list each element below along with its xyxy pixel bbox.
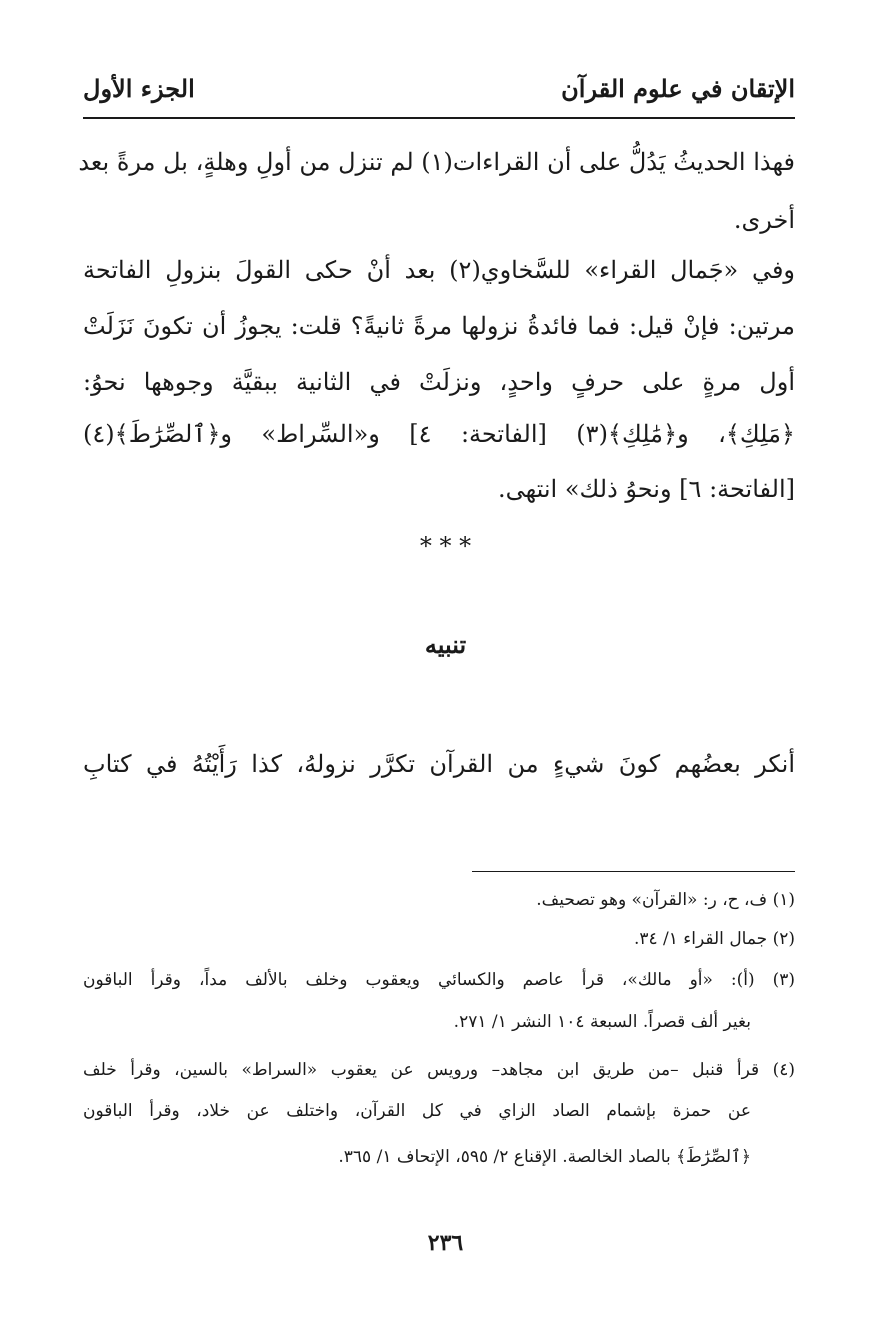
footnote: (٢) جمال القراء ١/ ٣٤. [633,929,795,949]
body-line: مرتين: فإنْ قيل: فما فائدةُ نزولها مرةً ثانيةً؟ قلت: يجوزُ أن تكونَ نَزَلَتْ [83,312,795,340]
body-line: وفي «جَمال القراء» للسَّخاوي(٢) بعد أنْ حكى القولَ بنزولِ الفاتحة [83,256,796,284]
page-number: ٢٣٦ [427,1230,464,1256]
body-line: فهذا الحديثُ يَدُلُّ على أن القراءات(١) لم تنزل من أولِ وهلةٍ، بل مرةً بعد [78,148,795,176]
body-line: ﴿مَلِكِ﴾، و﴿مَٰلِكِ﴾(٣) [الفاتحة: ٤] و«السِّراط» و﴿ٱلصِّرَٰطَ﴾(٤) [83,420,795,448]
section-body-line: أنكر بعضُهم كونَ شيءٍ من القرآن تكرَّر نزولهُ، كذا رَأَيْتُهُ في كتابِ [83,750,795,778]
body-line: أخرى. [733,206,795,234]
footnote: (٣) (أ): «أو مالك»، قرأ عاصم والكسائي ويعقوب وخلف بالألف مداً، وقرأ الباقون [83,970,795,990]
header-rule [83,117,795,119]
footnote: (٤) قرأ قنبل –من طريق ابن مجاهد– ورويس عن يعقوب «السراط» بالسين، وقرأ خلف [83,1060,795,1080]
running-header [83,74,795,114]
footnote-continuation: ﴿ٱلصِّرَٰطَ﴾ بالصاد الخالصة. الإقناع ٢/ ٥٩٥، الإتحاف ١/ ٣٦٥. [338,1147,751,1167]
footnote: (١) ف، ح، ر: «القرآن» وهو تصحيف. [536,890,795,910]
volume-label: الجزء الأول [83,74,195,103]
section-heading: تنبيه [424,630,467,659]
section-separator: * * * [419,532,472,560]
book-title: الإتقان في علوم القرآن [561,74,795,103]
footnote-continuation: بغير ألف قصراً. السبعة ١٠٤ النشر ١/ ٢٧١. [453,1012,751,1032]
body-line: أول مرةٍ على حرفٍ واحدٍ، ونزلَتْ في الثانية ببقيَّة وجوهها نحوُ: [83,368,795,396]
footnote-continuation: عن حمزة بإشمام الصاد الزاي في كل القرآن، واختلف عن خلاد، وقرأ الباقون [83,1101,751,1121]
footnote-rule [472,871,795,872]
body-line: [الفاتحة: ٦] ونحوُ ذلك» انتهى. [497,475,795,503]
